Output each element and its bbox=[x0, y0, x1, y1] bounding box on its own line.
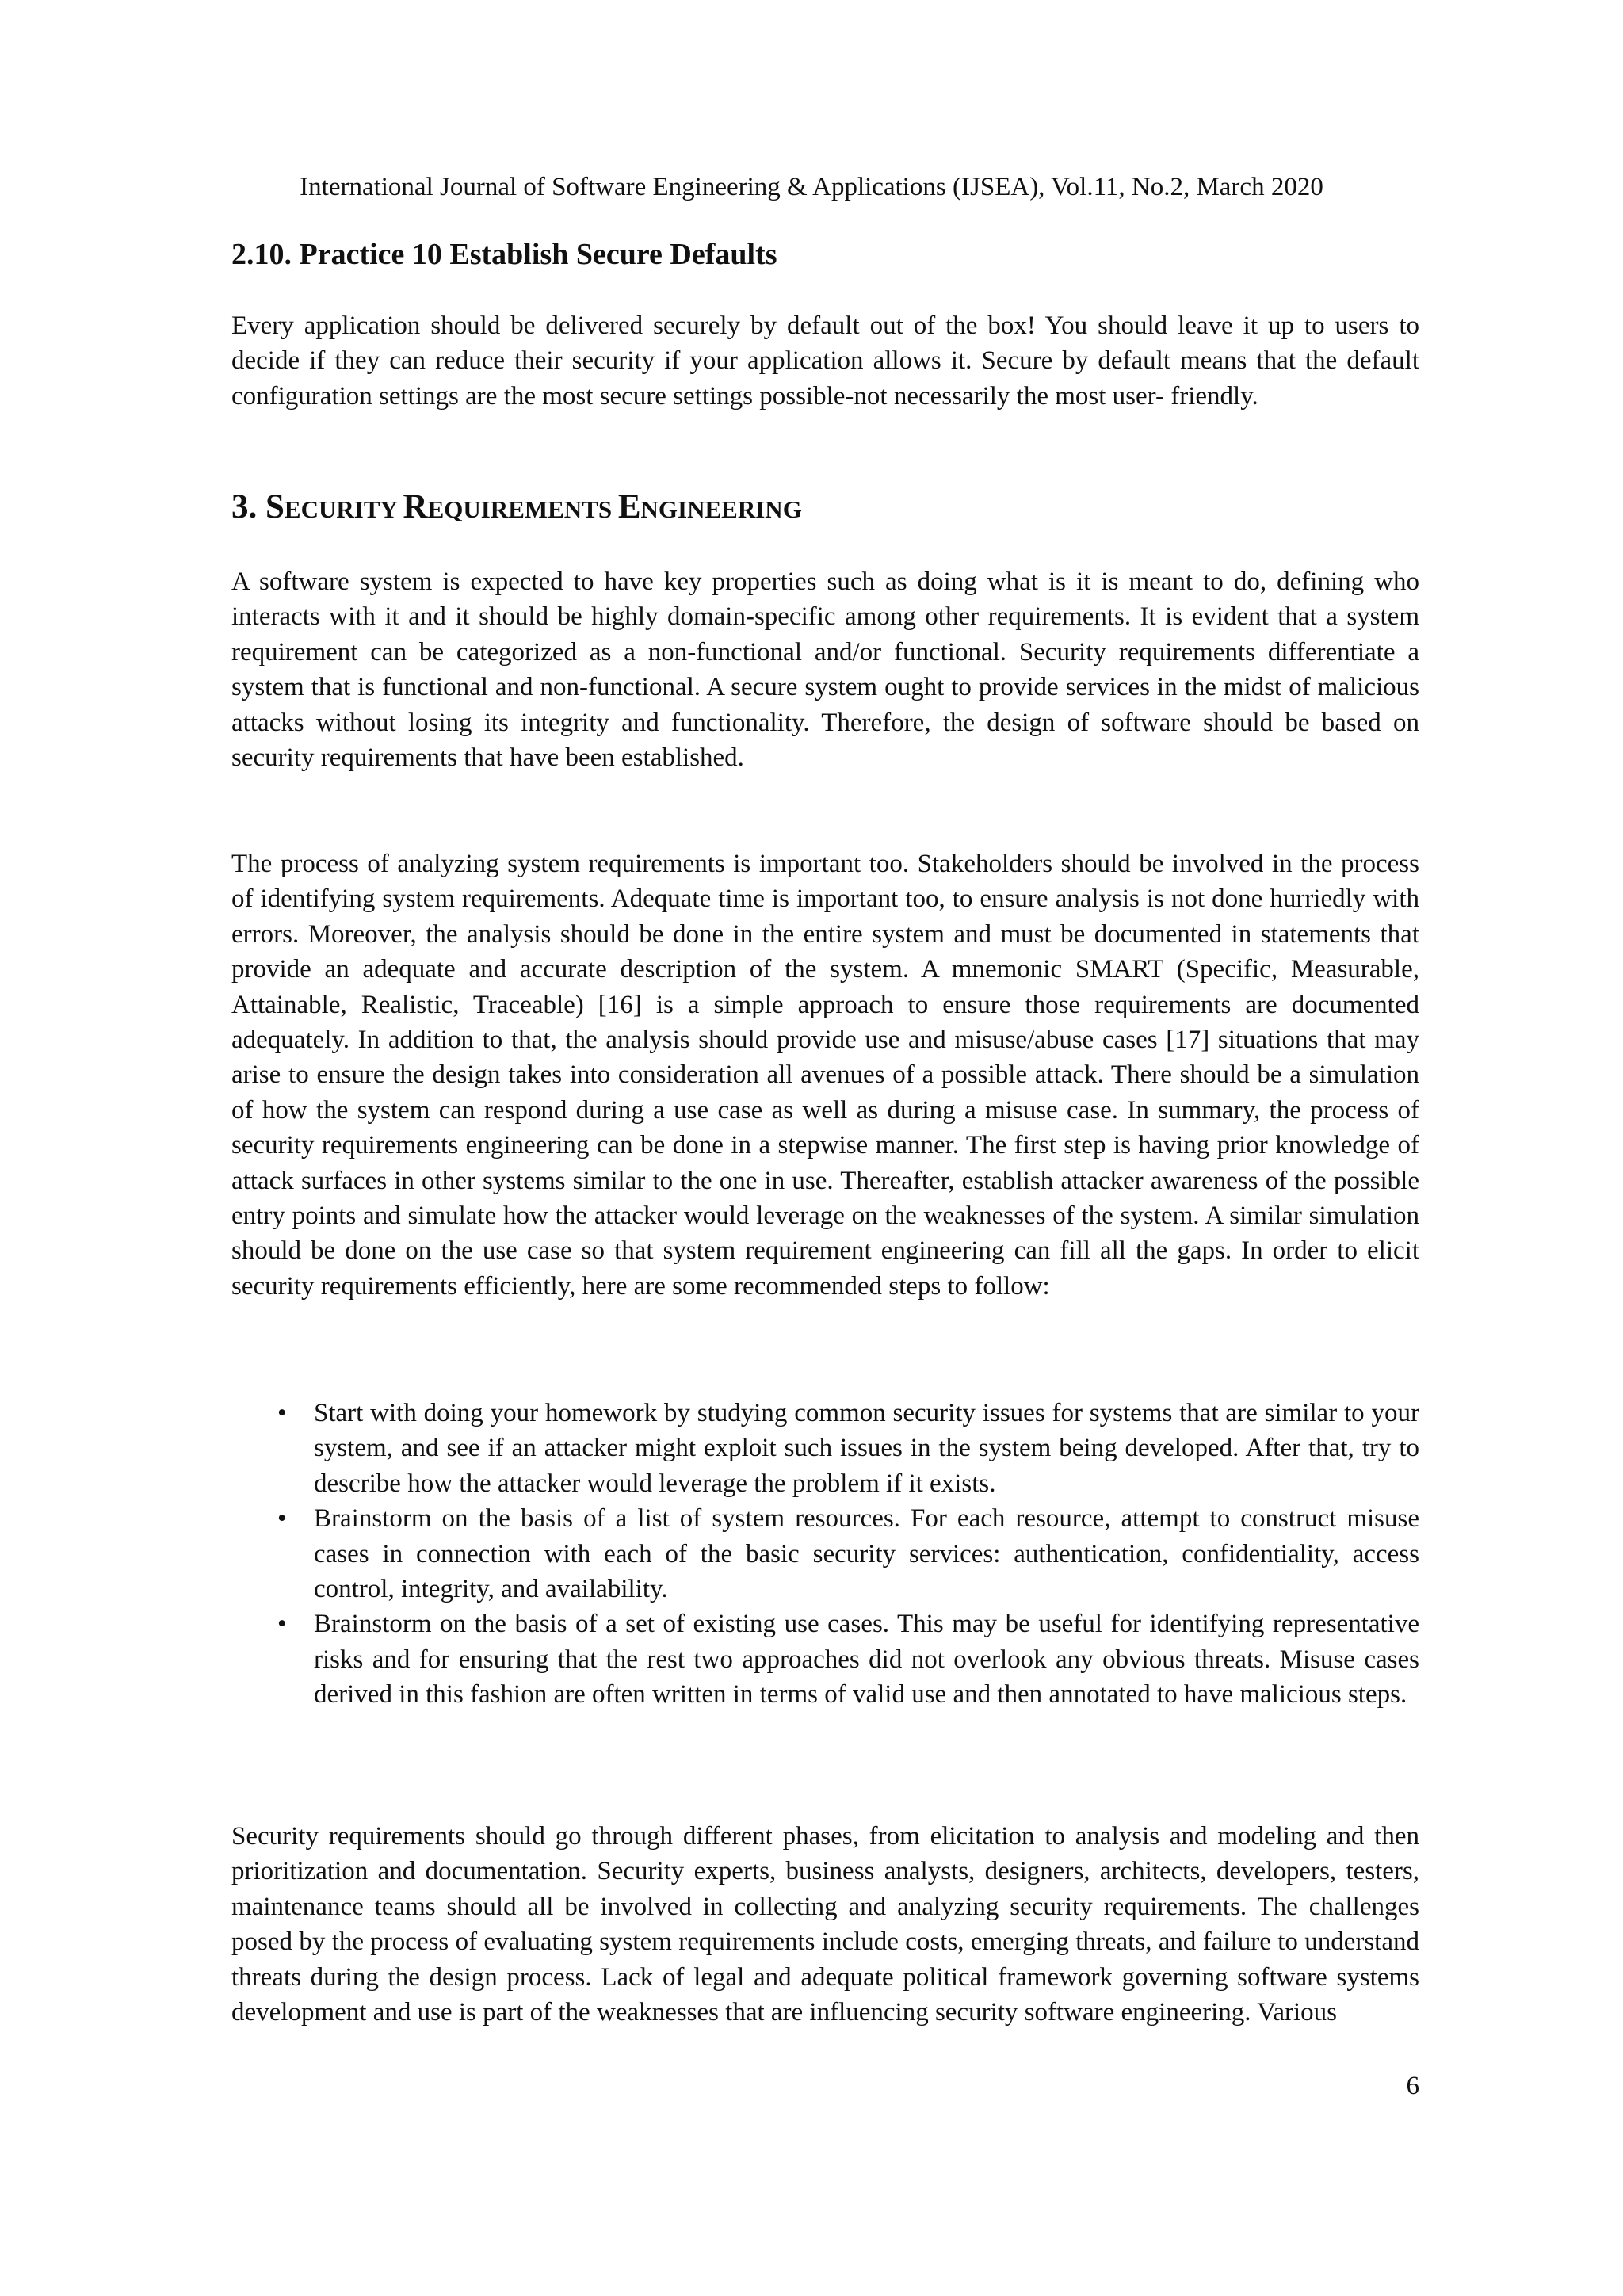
paragraph: A software system is expected to have key properties such as doing what is it is meant to do, defining who interacts with it and it should be highly domain-specific among other requirements. It is evident that a system requirement can be categorized as a non-functional and/or functional. Security requirements differentiate a system that is functional and non-functional. A secure system ought to provide services in the midst of malicious attacks without losing its integrity and functionality. Therefore, the design of software should be based on security requirements that have been established. bbox=[231, 567, 1419, 773]
paragraph: The process of analyzing system requirements is important too. Stakeholders should be involved in the process of identifying system requirements. Adequate time is important too, to ensure analysis is not done hurriedly with errors. Moreover, the analysis should be done in the entire system and must be documented in statements that provide an adequate and accurate description of the system. A mnemonic SMART (Specific, Measurable, Attainable, Realistic, Traceable) [16] is a simple approach to ensure those requirements are documented adequately. In addition to that, the analysis should provide use and misuse/abuse cases [17] situations that may arise to ensure the design takes into consideration all avenues of a possible attack. There should be a simulation of how the system can respond during a use case as well as during a misuse case. In summary, the process of security requirements engineering can be done in a stepwise manner. The first step is having prior knowledge of attack surfaces in other systems similar to the one in use. Thereafter, establish attacker awareness of the possible entry points and simulate how the attacker would leverage on the weaknesses of the system. A similar simulation should be done on the use case so that system requirement engineering can fill all the gaps. In order to elicit security requirements efficiently, here are some recommended steps to follow: bbox=[231, 850, 1419, 1301]
section-3-heading-block bbox=[231, 487, 1419, 530]
running-header: International Journal of Software Engineering & Applications (IJSEA), Vol.11, No.2, March 2020 bbox=[300, 173, 1323, 201]
bullet-icon: • bbox=[277, 1399, 287, 1427]
heading-word-rest: ECURITY bbox=[284, 495, 403, 523]
heading-word-cap: R bbox=[403, 488, 428, 525]
bullet-list bbox=[231, 1396, 1419, 1713]
list-item bbox=[231, 1501, 1419, 1606]
heading-word-rest: EQUIREMENTS bbox=[427, 495, 618, 523]
section-number: 3. bbox=[231, 488, 265, 525]
section-3-paragraph-2 bbox=[231, 846, 1419, 1304]
paragraph: Security requirements should go through different phases, from elicitation to analysis and modeling and then prioritization and documentation. Security experts, business analysts, designers, architects, developers, testers, maintenance teams should all be involved in collecting and analyzing security requirements. The challenges posed by the process of evaluating system requirements include costs, emerging threats, and failure to understand threats during the design process. Lack of legal and adequate political framework governing software systems development and use is part of the weaknesses that are influencing security software engineering. Various bbox=[231, 1822, 1419, 2027]
section-heading: 2.10. Practice 10 Establish Secure Defaults bbox=[231, 238, 777, 271]
section-heading bbox=[231, 487, 1419, 530]
list-item bbox=[231, 1396, 1419, 1501]
heading-word-cap: S bbox=[265, 488, 285, 525]
list-item-text: Brainstorm on the basis of a set of existing use cases. This may be useful for identifying representative risks and for ensuring that the rest two approaches did not overlook any obvious threats. Misuse cases derived in this fashion are often written in terms of valid use and then annotated to have malicious steps. bbox=[314, 1610, 1419, 1710]
page-number: 6 bbox=[1406, 2072, 1419, 2100]
bullet-icon: • bbox=[277, 1610, 287, 1639]
list-item-text: Start with doing your homework by studying common security issues for systems that are similar to your system, and see if an attacker might exploit such issues in the system being developed. After that, try to describe how the attacker would leverage the problem if it exists. bbox=[314, 1399, 1419, 1498]
heading-word-cap: E bbox=[617, 488, 641, 525]
list-item bbox=[231, 1606, 1419, 1712]
paragraph: Every application should be delivered securely by default out of the box! You should leave it up to users to decide if they can reduce their security if your application allows it. Secure by default means that the default configuration settings are the most secure settings possible-not necessarily the most user- friendly. bbox=[231, 311, 1419, 411]
list-item-text: Brainstorm on the basis of a list of system resources. For each resource, attempt to construct misuse cases in connection with each of the basic security services: authentication, confidentiality, access control, integrity, and availability. bbox=[314, 1504, 1419, 1604]
section-2-10 bbox=[231, 236, 1419, 273]
section-3-paragraph-3 bbox=[231, 1819, 1419, 2030]
bullet-icon: • bbox=[277, 1504, 287, 1534]
section-3-paragraph-1 bbox=[231, 564, 1419, 775]
heading-word-rest: NGINEERING bbox=[640, 495, 802, 523]
section-2-10-body bbox=[231, 308, 1419, 414]
